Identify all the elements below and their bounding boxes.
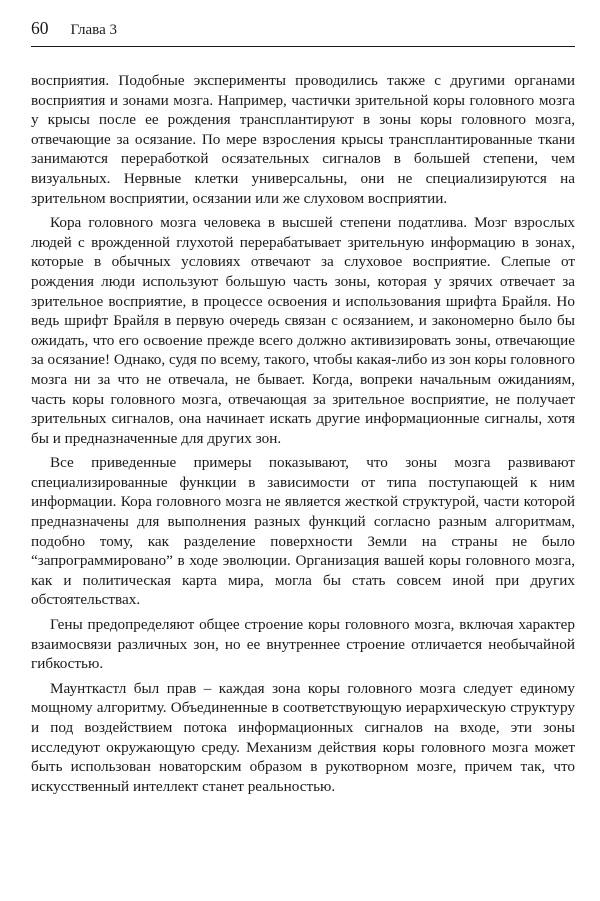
book-page bbox=[31, 18, 575, 796]
paragraph: Гены предопределяют общее строение коры головного мозга, включая характер взаимосвязи различных зон, но ее внутреннее строение отличается необычайной гибкостью. bbox=[31, 616, 575, 673]
paragraph: Маунткастл был прав – каждая зона коры головного мозга следует единому мощному алгоритму. Объединенные в соответствующую иерархическую структуру и под воздействием потока информационных сигналов на входе, эти зоны исследуют окружающую среду. Механизм действия коры головного мозга может быть использован новаторским образом в рукотворном мозге, причем так, что искусственный интеллект станет реальностью. bbox=[31, 679, 575, 795]
chapter-label: Глава 3 bbox=[70, 22, 117, 38]
paragraph: Все приведенные примеры показывают, что зоны мозга развивают специализированные функции в зависимости от типа поступающей к ним информации. Кора головного мозга не является жесткой структурой, части которой предназначены для выполнения разных функций согласно разным алгоритмам, подобно тому, как разделение поверхности Земли на страны не было “запрограммировано” в ходе эволюции. Организация вашей коры головного мозга, как и политическая карта мира, могла бы стать совсем иной при других обстоятельствах. bbox=[31, 454, 575, 609]
running-head bbox=[31, 18, 575, 47]
body-text bbox=[31, 71, 575, 796]
paragraph: восприятия. Подобные эксперименты проводились также с другими органами восприятия и зонами мозга. Например, частички зрительной коры головного мозга у крысы после ее рождения трансплантируют в зоны коры головного мозга, отвечающие за осязание. По мере взросления крысы трансплантированные ткани занимаются переработкой осязательных сигналов в большей степени, чем визуальных. Нервные клетки универсальны, они не специализируются на зрительном восприятии, осязании или же слуховом восприятии. bbox=[31, 72, 575, 207]
page-number: 60 bbox=[31, 18, 49, 38]
paragraph: Кора головного мозга человека в высшей степени податлива. Мозг взрослых людей с врожденной глухотой перерабатывает зрительную информацию в зонах, которые в обычных условиях отвечают за слуховое восприятие. Слепые от рождения люди используют большую часть зоны, которая у зрячих отвечает за зрительное восприятие, в процессе освоения и использования шрифта Брайля. Но ведь шрифт Брайля в первую очередь связан с осязанием, и закономерно было бы ожидать, что его освоение прежде всего должно активизировать зоны, отвечающие за осязание! Однако, судя по всему, такого, чтобы какая-либо из зон коры головного мозга ни за что не отвечала, не бывает. Когда, вопреки начальным ожиданиям, часть коры головного мозга, отвечающая за зрительное восприятие, не получает зрительных сигналов, она начинает искать другие информационные сигналы, хотя бы и предназначенные для других зон. bbox=[31, 214, 575, 447]
